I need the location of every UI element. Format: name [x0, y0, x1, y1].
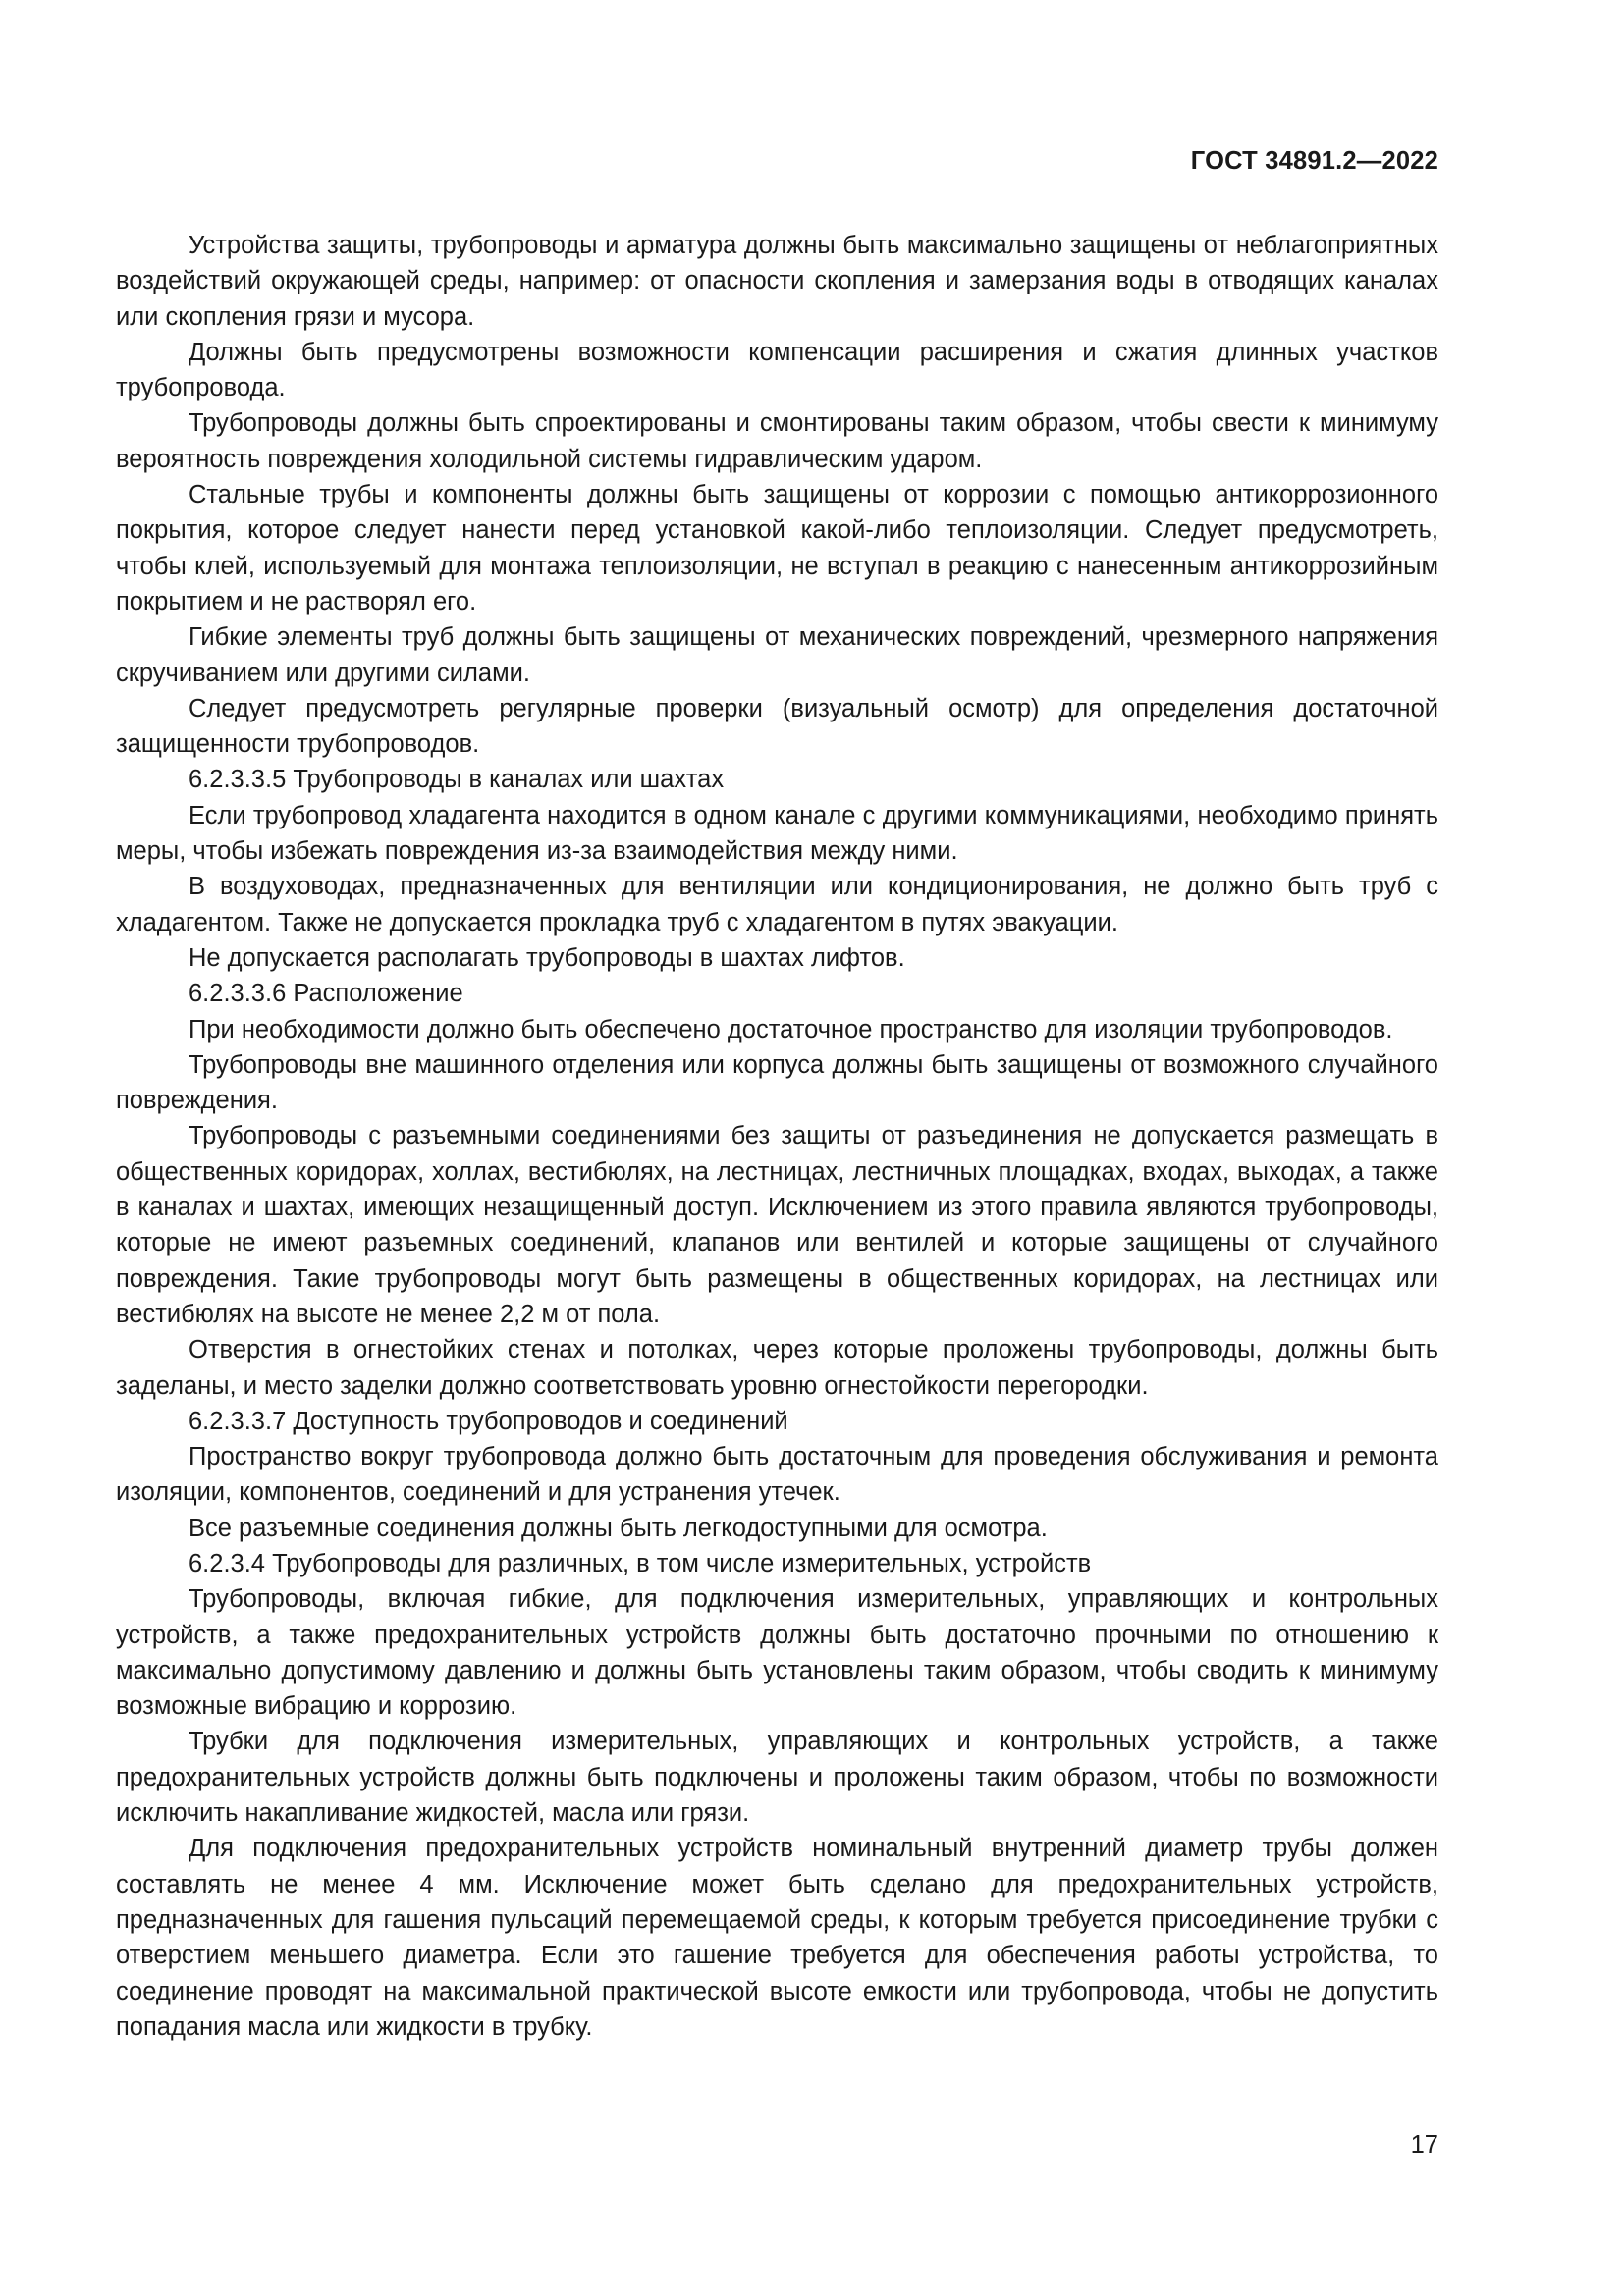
paragraph: В воздуховодах, предназначенных для вентиляции или кондиционирования, не должно быть труб с хладагентом. Также не допускается прокладка труб с хладагентом в путях эвакуации. — [116, 873, 1438, 936]
paragraph: Если трубопровод хладагента находится в одном канале с другими коммуникациями, необходимо принять меры, чтобы избежать повреждения из-за взаимодействия между ними. — [116, 801, 1438, 866]
paragraph: Для подключения предохранительных устройств номинальный внутренний диаметр трубы должен составлять не менее 4 мм. Исключение может быть сделано для предохранительных устройств, предназначенных для гашения пульсаций перемещаемой среды, к которым требуется присоединение трубки с отверстием меньшего диаметра. Если это гашение требуется для обеспечения работы устройства, то соединение проводят на максимальной практической высоте емкости или трубопровода, чтобы не допустить попадания масла или жидкости в трубку. — [116, 1835, 1438, 2041]
section-heading: 6.2.3.3.7 Доступность трубопроводов и соединений — [189, 1407, 788, 1435]
paragraph: Должны быть предусмотрены возможности компенсации расширения и сжатия длинных участков трубопровода. — [116, 338, 1438, 402]
paragraph: Трубопроводы должны быть спроектированы и смонтированы таким образом, чтобы свести к минимуму вероятность повреждения холодильной системы гидравлическим ударом. — [116, 409, 1438, 473]
paragraph: Трубки для подключения измерительных, управляющих и контрольных устройств, а также предохранительных устройств должны быть подключены и проложены таким образом, чтобы по возможности исключить накапливание жидкостей, масла или грязи. — [116, 1728, 1438, 1828]
paragraph: Следует предусмотреть регулярные проверки (визуальный осмотр) для определения достаточной защищенности трубопроводов. — [116, 694, 1438, 759]
paragraph: Трубопроводы, включая гибкие, для подключения измерительных, управляющих и контрольных устройств, а также предохранительных устройств должны быть достаточно прочными по отношению к максимально допустимому давлению и должны быть установлены таким образом, чтобы сводить к минимуму возможные вибрацию и коррозию. — [116, 1585, 1438, 1721]
paragraph: Устройства защиты, трубопроводы и арматура должны быть максимально защищены от неблагоприятных воздействий окружающей среды, например: от опасности скопления и замерзания воды в отводящих каналах или скопления грязи и мусора. — [116, 232, 1438, 331]
paragraph: Трубопроводы вне машинного отделения или корпуса должны быть защищены от возможного случайного повреждения. — [116, 1050, 1438, 1115]
page-number: 17 — [1410, 2131, 1438, 2159]
paragraph: Не допускается располагать трубопроводы в шахтах лифтов. — [189, 943, 905, 972]
section-heading: 6.2.3.3.6 Расположение — [189, 980, 463, 1008]
section-heading: 6.2.3.4 Трубопроводы для различных, в том числе измерительных, устройств — [189, 1549, 1092, 1577]
paragraph: Все разъемные соединения должны быть легкодоступными для осмотра. — [189, 1514, 1048, 1542]
section-heading: 6.2.3.3.5 Трубопроводы в каналах или шахтах — [189, 766, 725, 794]
paragraph: Гибкие элементы труб должны быть защищены от механических повреждений, чрезмерного напряжения скручиванием или другими силами. — [116, 623, 1438, 687]
paragraph: Отверстия в огнестойких стенах и потолках, через которые проложены трубопроводы, должны быть заделаны, и место заделки должно соответствовать уровню огнестойкости перегородки. — [116, 1336, 1438, 1400]
paragraph: Трубопроводы с разъемными соединениями без защиты от разъединения не допускается размещать в общественных коридорах, холлах, вестибюлях, на лестницах, лестничных площадках, входах, выходах, а также в каналах и шахтах, имеющих незащищенный доступ. Исключением из этого правила являются трубопроводы, которые не имеют разъемных соединений, клапанов или вентилей и которые защищены от случайного повреждения. Такие трубопроводы могут быть размещены в общественных коридорах, на лестницах или вестибюлях на высоте не менее 2,2 м от пола. — [116, 1122, 1438, 1328]
paragraph: Пространство вокруг трубопровода должно быть достаточным для проведения обслуживания и ремонта изоляции, компонентов, соединений и для устранения утечек. — [116, 1443, 1438, 1507]
standard-header: ГОСТ 34891.2—2022 — [1190, 147, 1438, 175]
paragraph: При необходимости должно быть обеспечено достаточное пространство для изоляции трубопроводов. — [189, 1015, 1393, 1043]
paragraph: Стальные трубы и компоненты должны быть защищены от коррозии с помощью антикоррозионного покрытия, которое следует нанести перед установкой какой-либо теплоизоляции. Следует предусмотреть, чтобы клей, используемый для монтажа теплоизоляции, не вступал в реакцию с нанесенным антикоррозийным покрытием и не растворял его. — [116, 481, 1438, 615]
document-body — [116, 228, 1438, 2045]
